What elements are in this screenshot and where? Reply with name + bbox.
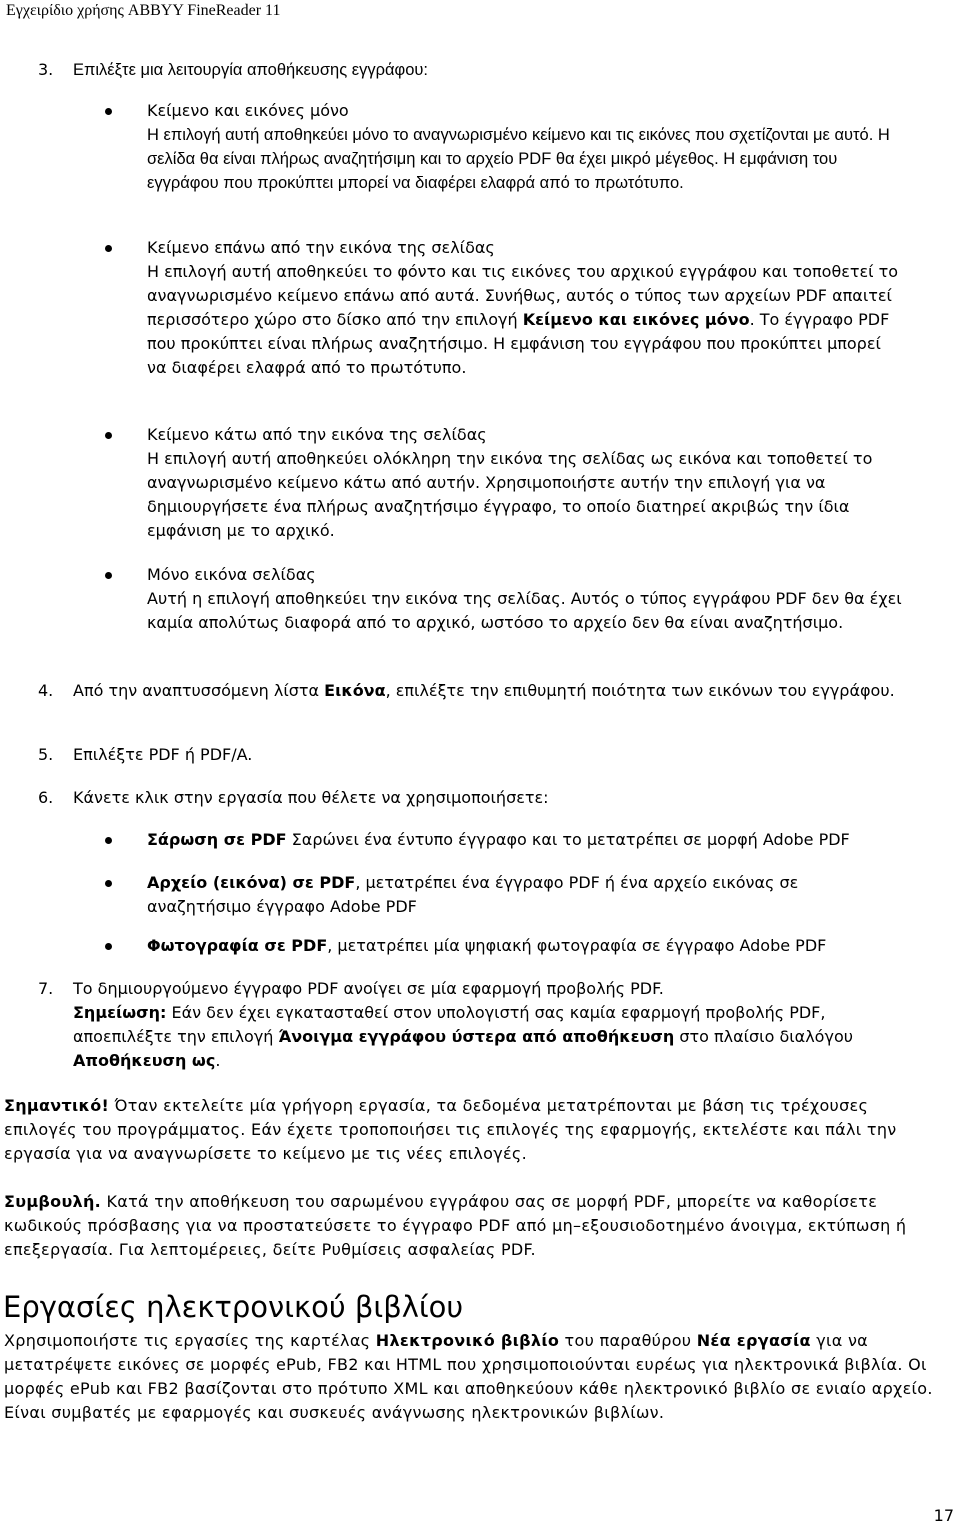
bullet-icon <box>105 432 112 439</box>
step-number: 7. <box>38 979 54 998</box>
option-description: Η επιλογή αυτή αποθηκεύει μόνο το αναγνωρισμένο κείμενο και τις εικόνες που σχετίζονται με αυτό. Η σελίδα θα είναι πλήρως αναζητήσιμη και το αρχείο PDF θα έχει μικρό μέγεθος. Η εμφάνιση του εγγράφου που προκύπτει μπορεί να διαφέρει ελαφρά από το πρωτότυπο. <box>147 126 890 192</box>
important-paragraph: Σημαντικό! Όταν εκτελείτε μία γρήγορη εργασία, τα δεδομένα μετατρέπονται με βάση τις τρέχουσες επιλογές του προγράμματος. Εάν έχετε τροποποιήσει τις επιλογές της εφαρμογής, εκτελέστε και πάλι την εργασία για να αναγνωρίσετε το κείμενο με τις νέες επιλογές. <box>4 1096 897 1163</box>
list-item-file-to-pdf: Αρχείο (εικόνα) σε PDF, μετατρέπει ένα έγγραφο PDF ή ένα αρχείο εικόνας σε αναζητήσιμο έγγραφο Adobe PDF <box>105 871 905 919</box>
image-list-reference: Εικόνα <box>324 681 386 700</box>
list-item-scan-to-pdf: Σάρωση σε PDF Σαρώνει ένα έντυπο έγγραφο και το μετατρέπει σε μορφή Adobe PDF <box>105 828 905 852</box>
bullet-icon <box>105 245 112 252</box>
tab-reference: Ηλεκτρονικό βιβλίο <box>375 1331 560 1350</box>
tip-label: Συμβουλή. <box>4 1192 102 1211</box>
step-3 <box>38 58 918 82</box>
tip-paragraph: Συμβουλή. Κατά την αποθήκευση του σαρωμένου εγγράφου σας σε μορφή PDF, μπορείτε να καθορίσετε κωδικούς πρόσβασης για να προστατεύσετε το έγγραφο PDF από μη–εξουσιοδοτημένο άνοιγμα, εκτύπωση ή επεξεργασία. Για λεπτομέρειες, δείτε Ρυθμίσεις ασφαλείας PDF. <box>4 1192 907 1259</box>
bullet-icon <box>105 880 112 887</box>
option-reference: Κείμενο και εικόνες μόνο <box>522 310 750 329</box>
step-text: Το δημιουργούμενο έγγραφο PDF ανοίγει σε μία εφαρμογή προβολής PDF. Σημείωση: Εάν δεν έχει εγκατασταθεί στον υπολογιστή σας καμία εφαρμογή προβολής PDF, αποεπιλέξτε την επιλογή Άνοιγμα εγγράφου ύστερα από αποθήκευση στο πλαίσιο διαλόγου Αποθήκευση ως. <box>73 977 918 1073</box>
task-name: Σάρωση σε PDF <box>147 830 287 849</box>
task-name: Φωτογραφία σε PDF <box>147 936 328 955</box>
list-item-text-under-image <box>105 423 905 543</box>
step-text: Επιλέξτε PDF ή PDF/A. <box>73 745 253 764</box>
page-number: 17 <box>933 1506 954 1525</box>
step-6 <box>38 786 918 810</box>
bullet-icon <box>105 572 112 579</box>
option-description: Αυτή η επιλογή αποθηκεύει την εικόνα της σελίδας. Αυτός ο τύπος εγγράφου PDF δεν θα έχει καμία απολύτως διαφορά από το αρχικό, ωστόσο το αρχείο δεν θα είναι αναζητήσιμο. <box>147 589 902 632</box>
bullet-icon <box>105 943 112 950</box>
option-title: Κείμενο κάτω από την εικόνα της σελίδας <box>147 425 487 444</box>
list-item-text-and-images-only <box>105 99 905 195</box>
step-number: 5. <box>38 745 54 764</box>
option-description: Η επιλογή αυτή αποθηκεύει ολόκληρη την εικόνα της σελίδας ως εικόνα και τοποθετεί το αναγνωρισμένο κείμενο κάτω από αυτήν. Χρησιμοποιήστε αυτήν την επιλογή για να δημιουργήσετε ένα πλήρως αναζητήσιμο έγγραφο, το οποίο διατηρεί ακριβώς την ίδια εμφάνιση με το αρχικό. <box>147 449 873 540</box>
step-5 <box>38 743 918 767</box>
option-title: Κείμενο και εικόνες μόνο <box>147 101 349 120</box>
task-name: Αρχείο (εικόνα) σε PDF <box>147 873 356 892</box>
option-description: Η επιλογή αυτή αποθηκεύει το φόντο και τις εικόνες του αρχικού εγγράφου και τοποθετεί το αναγνωρισμένο κείμενο επάνω από αυτά. Συνήθως, αυτός ο τύπος των αρχείων PDF απαιτεί περισσότερο χώρο στο δίσκο από την επιλογή Κείμενο και εικόνες μόνο. Το έγγραφο PDF που προκύπτει είναι πλήρως αναζητήσιμο. Η εμφάνιση του εγγράφου που προκύπτει μπορεί να διαφέρει ελαφρά από το πρωτότυπο. <box>147 262 899 377</box>
dialog-reference: Αποθήκευση ως <box>73 1051 216 1070</box>
section-title: Εργασίες ηλεκτρονικού βιβλίου <box>3 1290 464 1324</box>
step-4 <box>38 679 918 703</box>
list-item-text-over-image <box>105 236 905 380</box>
list-item-page-image-only <box>105 563 905 635</box>
window-reference: Νέα εργασία <box>696 1331 811 1350</box>
step-text: Κάνετε κλικ στην εργασία που θέλετε να χρησιμοποιήσετε: <box>73 788 549 807</box>
option-reference: Άνοιγμα εγγράφου ύστερα από αποθήκευση <box>278 1027 675 1046</box>
option-title: Κείμενο επάνω από την εικόνα της σελίδας <box>147 238 495 257</box>
step-text: Επιλέξτε μια λειτουργία αποθήκευσης εγγράφου: <box>73 61 428 79</box>
bullet-icon <box>105 108 112 115</box>
step-number: 3. <box>38 60 54 79</box>
page-header: Εγχειρίδιο χρήσης ABBYY FineReader 11 <box>6 2 281 19</box>
note: Σημείωση: Εάν δεν έχει εγκατασταθεί στον υπολογιστή σας καμία εφαρμογή προβολής PDF, αποεπιλέξτε την επιλογή Άνοιγμα εγγράφου ύστερα από αποθήκευση στο πλαίσιο διαλόγου Αποθήκευση ως. <box>73 1003 853 1070</box>
section-paragraph: Χρησιμοποιήστε τις εργασίες της καρτέλας Ηλεκτρονικό βιβλίο του παραθύρου Νέα εργασία για να μετατρέψετε εικόνες σε μορφές ePub, FB2 και HTML που χρησιμοποιούνται ευρέως για ηλεκτρονικά βιβλία. Οι μορφές ePub και FB2 βασίζονται στο πρότυπο XML και αποθηκεύουν κάθε ηλεκτρονικό βιβλίο σε ενιαίο αρχείο. Είναι συμβατές με εφαρμογές και συσκευές ανάγνωσης ηλεκτρονικών βιβλίων. <box>4 1331 933 1422</box>
option-title: Μόνο εικόνα σελίδας <box>147 565 316 584</box>
note-label: Σημείωση: <box>73 1003 167 1022</box>
step-number: 4. <box>38 681 54 700</box>
step-text: Από την αναπτυσσόμενη λίστα Εικόνα, επιλέξτε την επιθυμητή ποιότητα των εικόνων του εγγράφου. <box>73 681 895 700</box>
step-number: 6. <box>38 788 54 807</box>
important-label: Σημαντικό! <box>4 1096 110 1115</box>
bullet-icon <box>105 837 112 844</box>
list-item-photo-to-pdf: Φωτογραφία σε PDF, μετατρέπει μία ψηφιακή φωτογραφία σε έγγραφο Adobe PDF <box>105 934 905 958</box>
step-7 <box>38 977 918 1073</box>
